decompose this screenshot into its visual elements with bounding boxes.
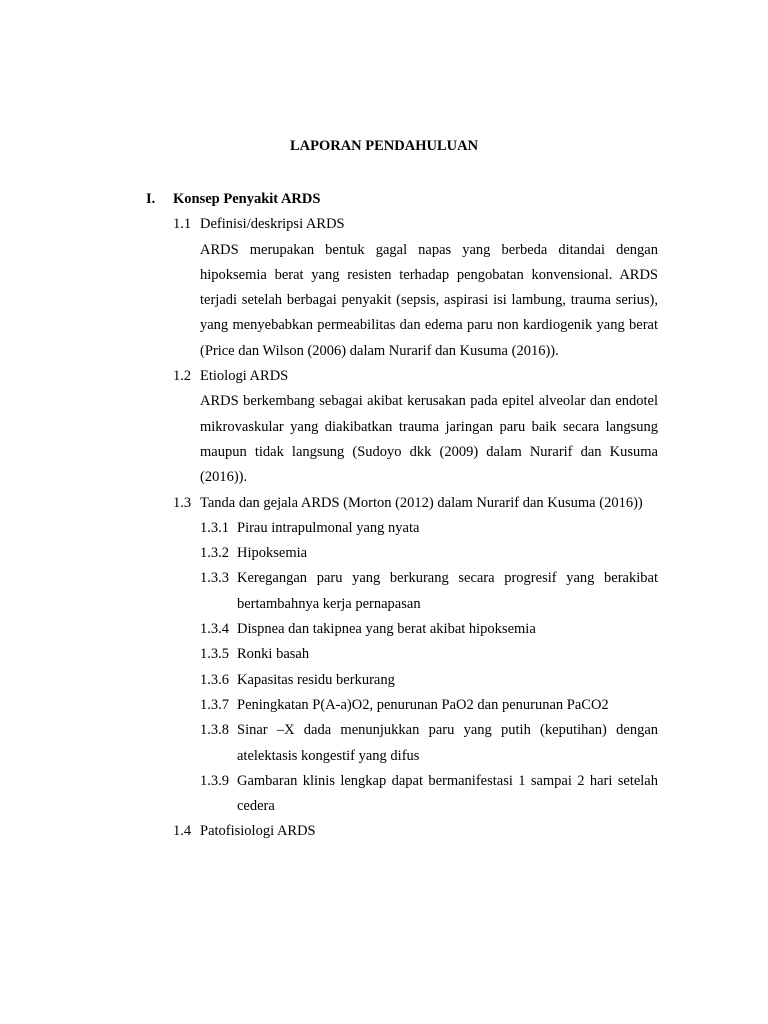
list-item [0, 516, 658, 541]
list-item-text: Ronki basah [237, 646, 310, 663]
list-item-number: 1.3.9 [200, 772, 229, 789]
list-item [0, 541, 658, 566]
list-item [0, 718, 658, 769]
subsection-title: Etiologi ARDS [200, 368, 289, 385]
list-item [0, 693, 658, 718]
section-heading [0, 187, 768, 212]
list-item-text: Peningkatan P(A-a)O2, penurunan PaO2 dan penurunan PaCO2 [237, 696, 609, 713]
list-item-text: Kapasitas residu berkurang [237, 671, 395, 688]
list-item-text: Gambaran klinis lengkap dapat bermanifestasi 1 sampai 2 hari setelah cedera [237, 772, 658, 815]
subsection-heading [0, 491, 658, 516]
subsection-heading [0, 364, 658, 389]
subsection-heading [0, 819, 658, 844]
list-item-text: Dispnea dan takipnea yang berat akibat hipoksemia [237, 621, 536, 638]
document-title: LAPORAN PENDAHULUAN [289, 138, 479, 154]
list-item [0, 668, 658, 693]
list-item-number: 1.3.2 [200, 545, 229, 562]
subsection-number: 1.3 [173, 494, 192, 511]
list-item-text: Pirau intrapulmonal yang nyata [237, 519, 420, 536]
subsection-paragraph: ARDS berkembang sebagai akibat kerusakan pada epitel alveolar dan endotel mikrovaskular yang diakibatkan trauma jaringan paru baik secara langsung maupun tidak langsung (Sudoyo dkk (2009) dalam Nurarif dan Kusuma (2016)). [200, 393, 658, 486]
subsection-number: 1.2 [173, 368, 192, 385]
list-item-number: 1.3.6 [200, 671, 229, 688]
section-title: Konsep Penyakit ARDS [173, 191, 321, 207]
list-item [0, 642, 658, 667]
list-item-number: 1.3.4 [200, 621, 229, 638]
subsection-paragraph: ARDS merupakan bentuk gagal napas yang berbeda ditandai dengan hipoksemia berat yang resisten terhadap pengobatan konvensional. ARDS terjadi setelah berbagai penyakit (sepsis, aspirasi isi lambung, trauma serius), yang menyebabkan permeabilitas dan edema paru non kardiogenik yang berat (Price dan Wilson (2006) dalam Nurarif dan Kusuma (2016)). [200, 241, 658, 359]
list-item-text: Keregangan paru yang berkurang secara progresif yang berakibat bertambahnya kerja pernapasan [237, 570, 658, 612]
list-item [0, 617, 658, 642]
list-item-number: 1.3.3 [200, 570, 229, 587]
list-item [0, 769, 658, 820]
subsection-number: 1.1 [173, 216, 192, 233]
list-item [0, 566, 658, 617]
subsection-title: Definisi/deskripsi ARDS [200, 216, 345, 233]
list-item-text: Hipoksemia [237, 545, 308, 562]
list-item-number: 1.3.8 [200, 722, 229, 739]
list-item-number: 1.3.1 [200, 519, 229, 536]
subsection-number: 1.4 [173, 823, 192, 840]
subsection-heading [0, 212, 658, 237]
subsection-title: Tanda dan gejala ARDS (Morton (2012) dalam Nurarif dan Kusuma (2016)) [200, 494, 643, 511]
section-number: I. [146, 191, 156, 207]
list-item-text: Sinar –X dada menunjukkan paru yang putih (keputihan) dengan atelektasis kongestif yang difus [237, 722, 658, 764]
list-item-number: 1.3.7 [200, 696, 229, 713]
subsection-title: Patofisiologi ARDS [200, 823, 316, 840]
document-content [0, 187, 768, 845]
list-item-number: 1.3.5 [200, 646, 229, 663]
